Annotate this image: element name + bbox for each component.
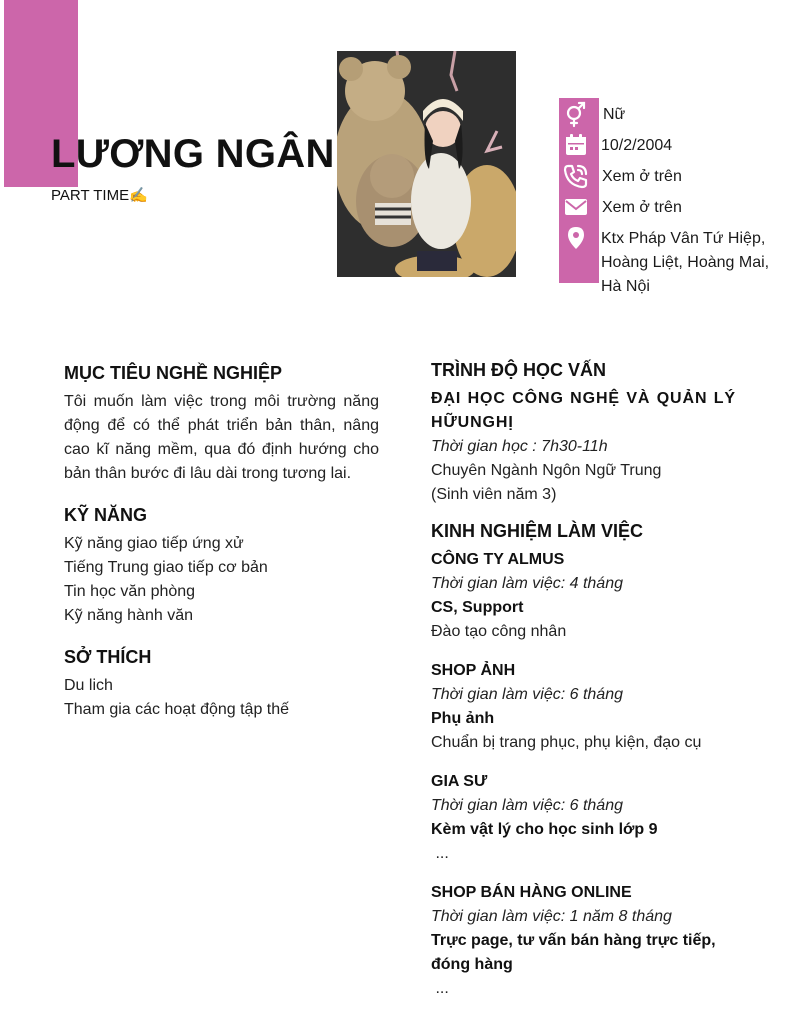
job-entry <box>431 881 751 1001</box>
location-icon <box>562 224 590 252</box>
objective-text: Tôi muốn làm việc trong môi trường năng động để có thể phát triển bản thân, nâng cao kĩ năng mềm, qua đó định hướng cho bản thân bước đi lâu dài trong tương lai. <box>64 393 379 482</box>
job-role: Trực page, tư vấn bán hàng trực tiếp, đóng hàng <box>431 932 716 973</box>
job-desc: Đào tạo công nhân <box>431 623 567 640</box>
phone-icon <box>562 162 590 190</box>
education-title: TRÌNH ĐỘ HỌC VẤN <box>431 360 606 380</box>
job-time: Thời gian làm việc: 6 tháng <box>431 797 623 814</box>
job-company: GIA SƯ <box>431 773 488 790</box>
contact-email: Xem ở trên <box>602 199 682 216</box>
contact-gender: Nữ <box>603 106 626 123</box>
hobby-item: Du lich <box>64 677 113 694</box>
job-time: Thời gian làm việc: 4 tháng <box>431 575 623 592</box>
contact-birthday: 10/2/2004 <box>601 137 673 154</box>
skill-item: Tin học văn phòng <box>64 583 196 600</box>
hobbies-title: SỞ THÍCH <box>64 647 152 667</box>
gender-icon <box>562 100 590 128</box>
job-desc: ... <box>431 845 449 862</box>
hobbies-list <box>64 674 289 722</box>
skills-title: KỸ NĂNG <box>64 505 148 525</box>
job-company: SHOP ẢNH <box>431 662 516 679</box>
job-time: Thời gian làm việc: 1 năm 8 tháng <box>431 908 672 925</box>
job-entry <box>431 659 761 755</box>
profile-photo <box>337 51 516 277</box>
education-major: Chuyên Ngành Ngôn Ngữ Trung <box>431 462 662 479</box>
job-role: CS, Support <box>431 599 524 616</box>
job-company: SHOP BÁN HÀNG ONLINE <box>431 884 632 901</box>
job-role: Phụ ảnh <box>431 710 495 727</box>
contact-address: Ktx Pháp Vân Tứ Hiệp, Hoàng Liệt, Hoàng Mai, Hà Nội <box>601 230 770 295</box>
education-school: ĐẠI HỌC CÔNG NGHỆ VÀ QUẢN LÝ HỮUNGHỊ <box>431 390 736 431</box>
skill-item: Kỹ năng hành văn <box>64 607 193 624</box>
contact-phone: Xem ở trên <box>602 168 682 185</box>
education-block <box>431 387 736 507</box>
candidate-name: LƯƠNG NGÂN <box>51 132 335 176</box>
job-entry <box>431 548 761 644</box>
job-desc: Chuẩn bị trang phục, phụ kiện, đạo cụ <box>431 734 702 751</box>
experience-title: KINH NGHIỆM LÀM VIỆC <box>431 521 644 541</box>
job-company: CÔNG TY ALMUS <box>431 551 565 568</box>
job-desc: ... <box>431 980 449 997</box>
education-year: (Sinh viên năm 3) <box>431 486 557 503</box>
job-time: Thời gian làm việc: 6 tháng <box>431 686 623 703</box>
candidate-subtitle: PART TIME✍️ <box>51 187 148 204</box>
skill-item: Tiếng Trung giao tiếp cơ bản <box>64 559 268 576</box>
education-time: Thời gian học : 7h30-11h <box>431 438 608 455</box>
job-role: Kèm vật lý cho học sinh lớp 9 <box>431 821 658 838</box>
skills-list <box>64 532 268 628</box>
email-icon <box>562 193 590 221</box>
hobby-item: Tham gia các hoạt động tập thế <box>64 701 290 718</box>
calendar-icon <box>562 131 590 159</box>
job-entry <box>431 770 761 866</box>
skill-item: Kỹ năng giao tiếp ứng xử <box>64 535 244 552</box>
objective-title: MỤC TIÊU NGHỀ NGHIỆP <box>64 363 283 383</box>
